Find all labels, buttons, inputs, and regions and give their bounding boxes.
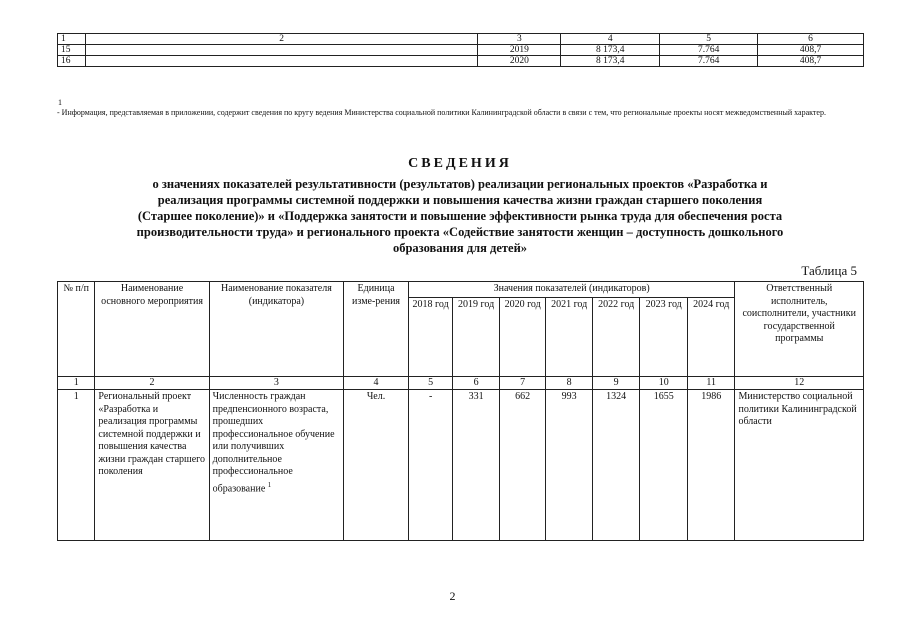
row-value: 1986 (687, 390, 735, 541)
subtitle-line: реализация программы системной поддержки и повышения качества жизни граждан старшего поколения (157, 193, 763, 207)
top-table-header-cell: 2 (85, 34, 477, 45)
header-year: 2024 год (687, 297, 735, 377)
header-num: № п/п (58, 282, 95, 377)
column-number: 7 (499, 377, 546, 390)
column-number: 2 (95, 377, 209, 390)
table-cell: 2019 (478, 45, 561, 56)
top-table-header-cell: 5 (660, 34, 758, 45)
subtitle-line: (Старшее поколение)» и «Поддержка занятости и повышение эффективности рынка труда для обеспечения роста (137, 209, 783, 223)
header-year: 2018 год (408, 297, 452, 377)
footnote-ref: 1 (267, 480, 272, 489)
row-indicator-text: Численность граждан предпенсионного возраста, прошедших профессиональное обучение или получивших дополнительное профессиональное образование (212, 391, 335, 494)
table-label: Таблица 5 (801, 263, 857, 278)
header-unit: Единица изме-рения (344, 282, 409, 377)
row-num: 1 (58, 390, 95, 541)
column-number-row (58, 377, 864, 390)
header-row (58, 282, 864, 298)
table-row (58, 390, 864, 541)
table-cell: 8 173,4 (561, 45, 660, 56)
row-value: 1655 (640, 390, 688, 541)
header-year: 2021 год (546, 297, 593, 377)
row-value: 331 (453, 390, 500, 541)
subtitle-line: о значениях показателей результативности (результатов) реализации региональных проектов «Разработка и (152, 177, 768, 191)
header-year: 2022 год (592, 297, 640, 377)
column-number: 12 (735, 377, 864, 390)
row-name: Региональный проект «Разработка и реализация программы системной поддержки и повышения качества жизни граждан старшего поколения (95, 390, 209, 541)
header-values: Значения показателей (индикаторов) (408, 282, 735, 298)
row-value: 993 (546, 390, 593, 541)
column-number: 10 (640, 377, 688, 390)
header-year: 2019 год (453, 297, 500, 377)
table-cell: 408,7 (758, 56, 864, 67)
top-table-header-cell: 6 (758, 34, 864, 45)
subtitle-line: производительности труда» и регионального проекта «Содействие занятости женщин – доступность дошкольного (136, 225, 784, 239)
row-value: 1324 (592, 390, 640, 541)
column-number: 1 (58, 377, 95, 390)
header-executor: Ответственный исполнитель, соисполнители, участники государственной программы (735, 282, 864, 377)
table-cell (85, 45, 477, 56)
table-cell (85, 56, 477, 67)
top-table (57, 33, 864, 67)
page-number: 2 (449, 589, 456, 603)
page-title: СВЕДЕНИЯ (408, 156, 512, 171)
row-executor: Министерство социальной политики Калининградской области (735, 390, 864, 541)
table-cell: 2020 (478, 56, 561, 67)
column-number: 4 (344, 377, 409, 390)
table-cell: 7.764 (660, 45, 758, 56)
column-number: 6 (453, 377, 500, 390)
top-table-header-cell: 1 (58, 34, 86, 45)
top-table-header-cell: 4 (561, 34, 660, 45)
column-number: 3 (209, 377, 344, 390)
column-number: 11 (687, 377, 735, 390)
table-cell: 408,7 (758, 45, 864, 56)
table-cell: 7.764 (660, 56, 758, 67)
table-row (58, 45, 864, 56)
page-subtitle (60, 176, 860, 256)
top-table-header-cell: 3 (478, 34, 561, 45)
row-indicator (209, 390, 344, 541)
main-table (57, 281, 864, 541)
row-value: - (408, 390, 452, 541)
header-year: 2020 год (499, 297, 546, 377)
column-number: 5 (408, 377, 452, 390)
header-year: 2023 год (640, 297, 688, 377)
table-row (58, 56, 864, 67)
header-indicator: Наименование показателя (индикатора) (209, 282, 344, 377)
column-number: 8 (546, 377, 593, 390)
table-cell: 16 (58, 56, 86, 67)
header-name: Наименование основного мероприятия (95, 282, 209, 377)
footnote-mark: 1 (58, 98, 62, 107)
column-number: 9 (592, 377, 640, 390)
table-cell: 8 173,4 (561, 56, 660, 67)
row-value: 662 (499, 390, 546, 541)
row-unit: Чел. (344, 390, 409, 541)
top-table-header-row (58, 34, 864, 45)
table-cell: 15 (58, 45, 86, 56)
footnote: - Информация, представляемая в приложении, содержит сведения по кругу ведения Министерства социальной политики Калининградской области в связи с тем, что региональные проекты носят межведомственный характер. (57, 108, 826, 117)
subtitle-line: образования для детей» (392, 241, 528, 255)
